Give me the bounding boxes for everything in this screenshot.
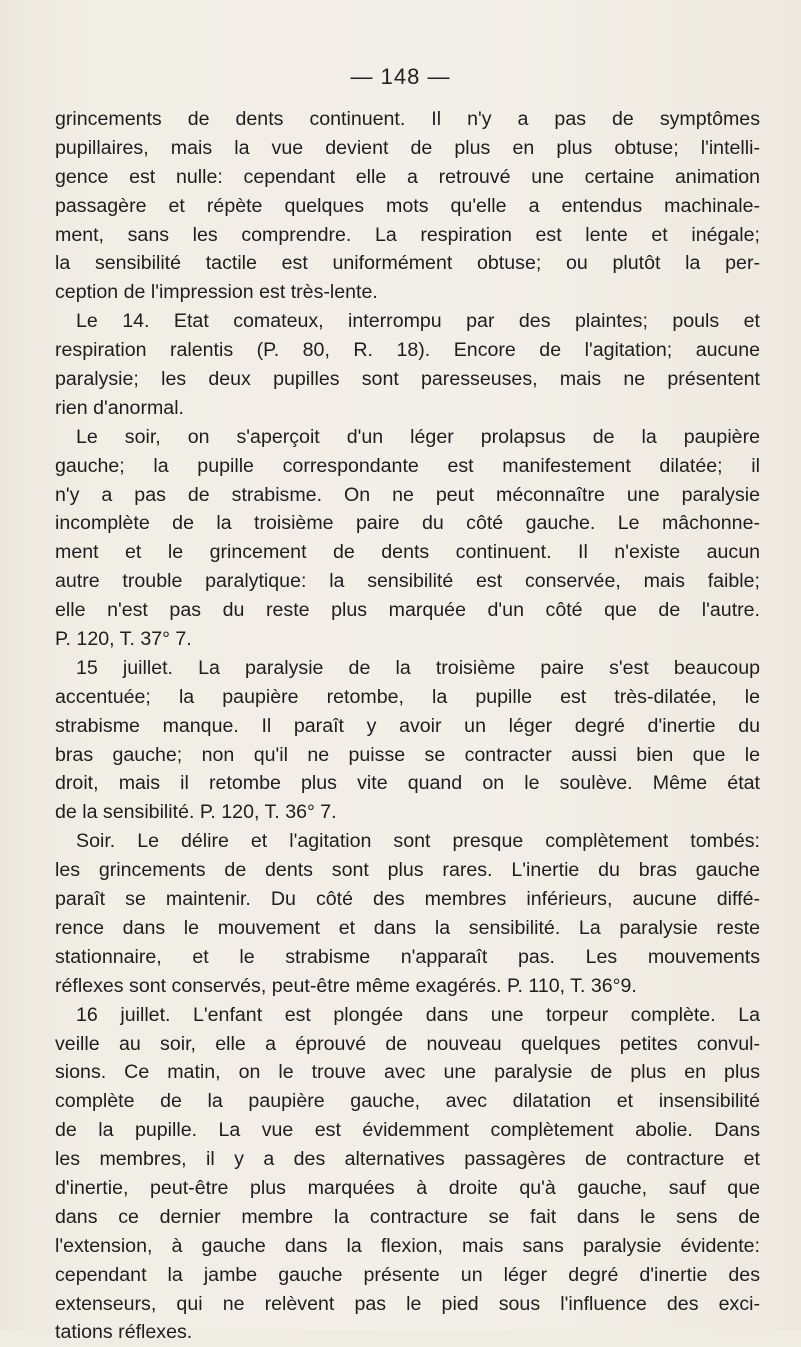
text-line: la sensibilité tactile est uniformément obtuse; ou plutôt la per-: [55, 252, 760, 275]
text-line: passagère et répète quelques mots qu'elle a entendus machinale-: [55, 194, 760, 217]
text-line: ception de l'impression est très-lente.: [55, 281, 378, 304]
text-line: 16 juillet. L'enfant est plongée dans une torpeur complète. La: [76, 1003, 760, 1026]
text-line: incomplète de la troisième paire du côté gauche. Le mâchonne-: [55, 512, 760, 535]
text-line: Le 14. Etat comateux, interrompu par des plaintes; pouls et: [76, 310, 760, 333]
text-line: veille au soir, elle a éprouvé de nouveau quelques petites convul-: [55, 1032, 760, 1055]
text-line: rence dans le mouvement et dans la sensibilité. La paralysie reste: [55, 916, 760, 939]
text-line: bras gauche; non qu'il ne puisse se contracter aussi bien que le: [55, 743, 760, 766]
text-line: de la sensibilité. P. 120, T. 36° 7.: [55, 801, 337, 824]
text-line: stationnaire, et le strabisme n'apparaît pas. Les mouvements: [55, 945, 760, 968]
text-line: de la pupille. La vue est évidemment complètement abolie. Dans: [55, 1119, 760, 1142]
text-line: gauche; la pupille correspondante est manifestement dilatée; il: [55, 454, 760, 477]
text-line: n'y a pas de strabisme. On ne peut méconnaître une paralysie: [55, 483, 760, 506]
text-line: Le soir, on s'aperçoit d'un léger prolapsus de la paupière: [76, 425, 760, 448]
text-line: cependant la jambe gauche présente un léger degré d'inertie des: [55, 1263, 760, 1286]
body-text: [55, 105, 760, 1347]
text-line: elle n'est pas du reste plus marquée d'un côté que de l'autre.: [55, 599, 760, 622]
text-line: d'inertie, peut-être plus marquées à droite qu'à gauche, sauf que: [55, 1176, 760, 1199]
text-line: respiration ralentis (P. 80, R. 18). Encore de l'agitation; aucune: [55, 339, 760, 362]
text-line: P. 120, T. 37° 7.: [55, 628, 192, 651]
text-line: ment, sans les comprendre. La respiration est lente et inégale;: [55, 223, 760, 246]
text-line: tations réflexes.: [55, 1321, 193, 1344]
text-line: rien d'anormal.: [55, 396, 184, 419]
text-line: dans ce dernier membre la contracture se fait dans le sens de: [55, 1205, 760, 1228]
text-line: sions. Ce matin, on le trouve avec une paralysie de plus en plus: [55, 1061, 760, 1084]
text-line: 15 juillet. La paralysie de la troisième paire s'est beaucoup: [76, 656, 760, 679]
text-line: extenseurs, qui ne relèvent pas le pied sous l'influence des exci-: [55, 1292, 760, 1315]
text-line: strabisme manque. Il paraît y avoir un léger degré d'inertie du: [55, 714, 760, 737]
text-line: accentuée; la paupière retombe, la pupille est très-dilatée, le: [55, 685, 760, 708]
text-line: les membres, il y a des alternatives passagères de contracture et: [55, 1148, 760, 1171]
text-line: paralysie; les deux pupilles sont paresseuses, mais ne présentent: [55, 368, 760, 391]
text-line: grincements de dents continuent. Il n'y a pas de symptômes: [55, 108, 760, 130]
text-line: autre trouble paralytique: la sensibilité est conservée, mais faible;: [55, 570, 760, 593]
text-line: gence est nulle: cependant elle a retrouvé une certaine animation: [55, 165, 760, 188]
text-line: les grincements de dents sont plus rares. L'inertie du bras gauche: [55, 859, 760, 882]
text-line: pupillaires, mais la vue devient de plus en plus obtuse; l'intelli-: [55, 136, 760, 159]
text-line: droit, mais il retombe plus vite quand on le soulève. Même état: [55, 772, 760, 795]
text-line: l'extension, à gauche dans la flexion, mais sans paralysie évidente:: [55, 1234, 760, 1257]
text-line: Soir. Le délire et l'agitation sont presque complètement tombés:: [76, 830, 760, 853]
text-line: paraît se maintenir. Du côté des membres inférieurs, aucune diffé-: [55, 888, 760, 911]
text-line: réflexes sont conservés, peut-être même exagérés. P. 110, T. 36°9.: [55, 974, 637, 997]
text-line: ment et le grincement de dents continuent. Il n'existe aucun: [55, 541, 760, 564]
page-number: — 148 —: [350, 64, 451, 89]
text-line: complète de la paupière gauche, avec dilatation et insensibilité: [55, 1090, 760, 1113]
